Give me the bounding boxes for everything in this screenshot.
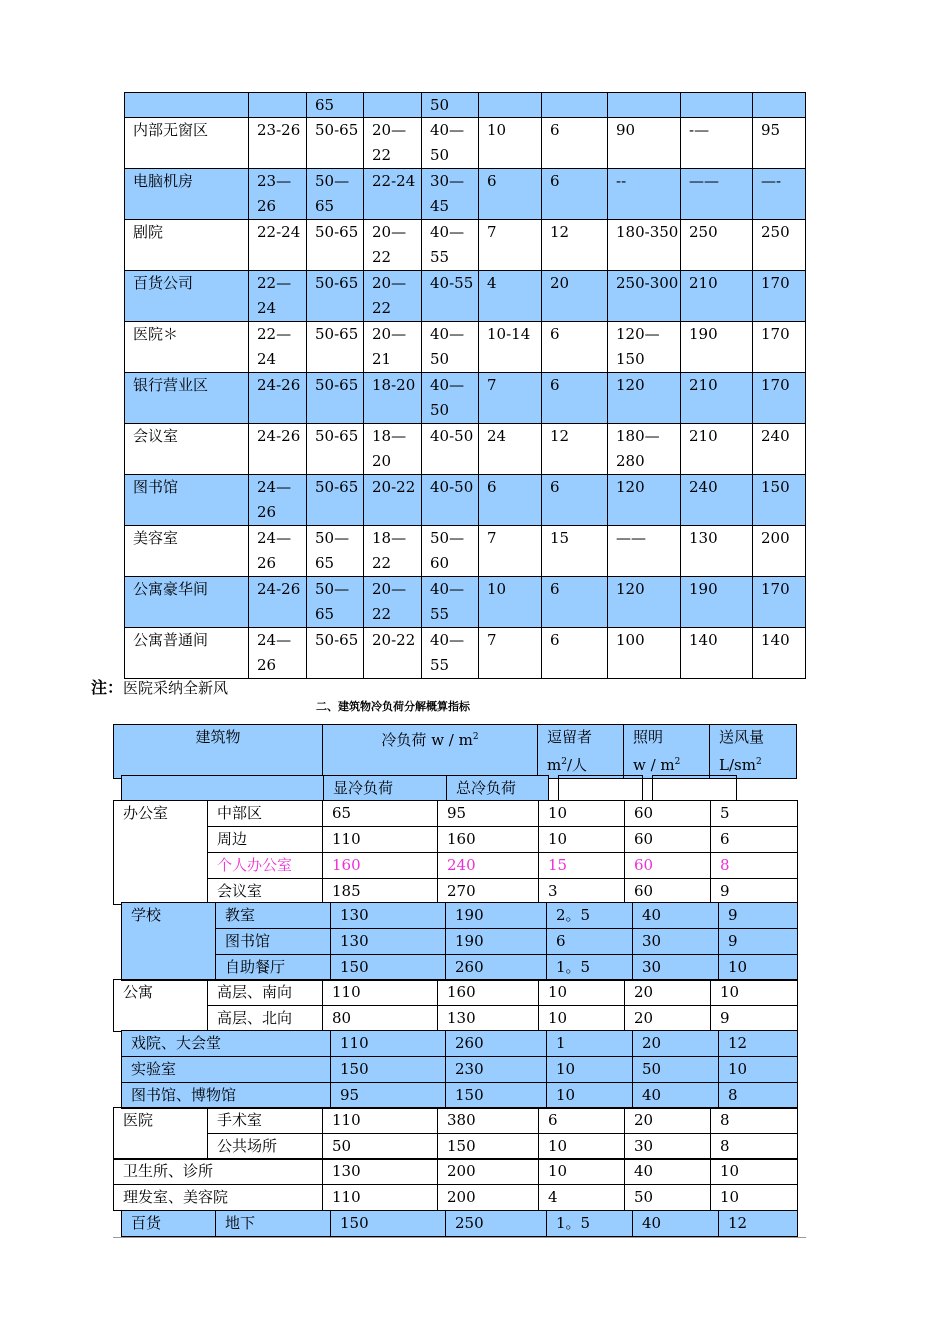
table-cell: 120 <box>608 475 681 526</box>
table-cell: 1。5 <box>547 955 633 981</box>
table-cell: 15 <box>539 853 625 879</box>
subheader-empty-2 <box>653 776 737 801</box>
table-cell: 40—55 <box>422 628 479 679</box>
table-cell: 90 <box>608 118 681 169</box>
table-cell: 5 <box>711 801 798 827</box>
table-cell: 40 <box>633 1210 719 1236</box>
table-cell: 6 <box>479 475 542 526</box>
table-cell: 9 <box>711 879 798 905</box>
table-row <box>122 1057 798 1083</box>
row-label: 医院＊ <box>125 322 249 373</box>
table-cell: 190 <box>446 929 547 955</box>
table-cell: 60 <box>625 853 711 879</box>
table-row <box>122 955 798 981</box>
table-cell: 260 <box>446 955 547 981</box>
table-cell: 9 <box>719 903 798 929</box>
table-cell: 6 <box>539 1108 625 1134</box>
table-cell: 40—55 <box>422 220 479 271</box>
note-text: 医院采纳全新风 <box>123 679 229 697</box>
table-cell: 6 <box>542 475 608 526</box>
table-cell: 10 <box>719 955 798 981</box>
table2-title: 二、建筑物冷负荷分解概算指标 <box>316 700 470 713</box>
table-cell: 3 <box>539 879 625 905</box>
table-cell: 10 <box>539 1006 625 1032</box>
table-cell: 6 <box>547 929 633 955</box>
table-cell: —— <box>608 526 681 577</box>
table-cell: 9 <box>711 1006 798 1032</box>
table-cell <box>249 93 307 118</box>
table-cell: 150 <box>331 1057 446 1083</box>
row-label: 周边 <box>208 827 323 853</box>
table-cell: 10 <box>711 1159 798 1185</box>
table-cell <box>681 93 753 118</box>
table-cell: 6 <box>542 628 608 679</box>
row-label: 图书馆 <box>125 475 249 526</box>
header-occupant: 逗留者 $m^2/$人 <box>538 725 624 779</box>
table-cell: 9 <box>719 929 798 955</box>
table-cell: 40—50 <box>422 322 479 373</box>
row-label: 公寓豪华间 <box>125 577 249 628</box>
table-cell: 4 <box>539 1185 625 1211</box>
table-cell: 65 <box>323 801 438 827</box>
table-cell: 20 <box>625 1108 711 1134</box>
table-cell: 10 <box>711 980 798 1006</box>
table-cell: 120 <box>608 577 681 628</box>
subheader-empty-1 <box>559 776 643 801</box>
cooling-load-subheader <box>121 775 737 801</box>
table-cell: 30 <box>633 955 719 981</box>
table-cell: 22—24 <box>249 322 307 373</box>
table-cell: 10 <box>547 1083 633 1109</box>
table-cell: 24—26 <box>249 628 307 679</box>
table-row <box>114 1006 798 1032</box>
cooling-load-header <box>113 724 797 779</box>
table-cell: 2。5 <box>547 903 633 929</box>
table-cell: 270 <box>438 879 539 905</box>
table-row <box>114 1159 798 1185</box>
table-cell <box>542 93 608 118</box>
table-cell: 12 <box>719 1210 798 1236</box>
table-cell: 65 <box>307 93 364 118</box>
table-cell: 22—24 <box>249 271 307 322</box>
row-label: 电脑机房 <box>125 169 249 220</box>
table-cell: 23-26 <box>249 118 307 169</box>
table-cell: -- <box>608 169 681 220</box>
table-cell: 1。5 <box>547 1210 633 1236</box>
table-cell: 10-14 <box>479 322 542 373</box>
table-cell: 50 <box>625 1185 711 1211</box>
table-cell: 260 <box>446 1031 547 1057</box>
table-cell: 380 <box>438 1108 539 1134</box>
facility-section <box>121 1030 798 1109</box>
table-cell: 240 <box>753 424 806 475</box>
row-label: 图书馆 <box>216 929 331 955</box>
table-cell: 170 <box>753 322 806 373</box>
table-cell: 240 <box>438 853 539 879</box>
table-cell: 50 <box>323 1134 438 1160</box>
table-cell: 24-26 <box>249 424 307 475</box>
table-row <box>125 424 806 475</box>
row-label: 教室 <box>216 903 331 929</box>
table-row <box>114 827 798 853</box>
row-label: 内部无窗区 <box>125 118 249 169</box>
table-cell: 180-350 <box>608 220 681 271</box>
table-cell: 18—22 <box>364 526 422 577</box>
table-cell: 160 <box>438 827 539 853</box>
row-label: 地下 <box>216 1210 331 1236</box>
subheader-sensible: 显冷负荷 <box>324 776 447 801</box>
table-cell: 7 <box>479 628 542 679</box>
row-label: 实验室 <box>122 1057 331 1083</box>
subheader-blank <box>122 776 324 801</box>
table-cell: 8 <box>719 1083 798 1109</box>
row-label: 会议室 <box>125 424 249 475</box>
table-cell: 95 <box>438 801 539 827</box>
store-section <box>121 1210 798 1237</box>
table-cell: 20—21 <box>364 322 422 373</box>
table-cell: 110 <box>323 1185 438 1211</box>
table-cell: 110 <box>323 1108 438 1134</box>
subheader-total: 总冷负荷 <box>447 776 549 801</box>
table-row <box>125 628 806 679</box>
row-label: 百货公司 <box>125 271 249 322</box>
table-cell: 130 <box>331 929 446 955</box>
table-cell: 20 <box>625 980 711 1006</box>
table-cell: 7 <box>479 220 542 271</box>
table-cell: 1 <box>547 1031 633 1057</box>
hospital-section <box>113 1107 798 1160</box>
table-cell: 50-65 <box>307 322 364 373</box>
note-label: 注 <box>91 678 108 697</box>
row-label: 高层、北向 <box>208 1006 323 1032</box>
table-cell: 150 <box>331 1210 446 1236</box>
table-cell: 120—150 <box>608 322 681 373</box>
table-cell: 8 <box>711 853 798 879</box>
table-cell: 130 <box>438 1006 539 1032</box>
table-row <box>125 169 806 220</box>
row-label: 银行营业区 <box>125 373 249 424</box>
table-cell: 160 <box>438 980 539 1006</box>
table-cell: 10 <box>479 118 542 169</box>
table-cell: 140 <box>753 628 806 679</box>
table-row <box>125 322 806 373</box>
table-cell: 40-50 <box>422 475 479 526</box>
table-cell: —- <box>753 169 806 220</box>
table-cell: 190 <box>681 322 753 373</box>
table-cell: 80 <box>323 1006 438 1032</box>
table-row <box>122 1210 798 1236</box>
row-label: 手术室 <box>208 1108 323 1134</box>
table-cell: 230 <box>446 1057 547 1083</box>
table-row <box>114 853 798 879</box>
table-cell: 23—26 <box>249 169 307 220</box>
table-cell: 250 <box>446 1210 547 1236</box>
table-cell: 10 <box>539 1134 625 1160</box>
table-cell: 250 <box>753 220 806 271</box>
table-cell: 40 <box>633 903 719 929</box>
apartment-section <box>113 979 798 1032</box>
table-cell: 185 <box>323 879 438 905</box>
table-cell: 15 <box>542 526 608 577</box>
row-label: 卫生所、诊所 <box>114 1159 323 1185</box>
row-label: 高层、南向 <box>208 980 323 1006</box>
table-cell: 50-65 <box>307 220 364 271</box>
row-label: 剧院 <box>125 220 249 271</box>
table-cell: 6 <box>711 827 798 853</box>
row-label: 中部区 <box>208 801 323 827</box>
table-cell: 50—65 <box>307 526 364 577</box>
table-cell: 20—22 <box>364 271 422 322</box>
table-row <box>114 1134 798 1160</box>
table-cell: 95 <box>753 118 806 169</box>
group-label: 学校 <box>122 903 216 981</box>
table-cell: 240 <box>681 475 753 526</box>
table-cell: 100 <box>608 628 681 679</box>
office-section <box>113 800 798 905</box>
table-cell: 22-24 <box>364 169 422 220</box>
table-cell: 150 <box>331 955 446 981</box>
table-row <box>114 801 798 827</box>
table-cell: 6 <box>542 577 608 628</box>
table-cell: 12 <box>542 220 608 271</box>
table-cell: 6 <box>542 373 608 424</box>
table-cell: 95 <box>331 1083 446 1109</box>
table-cell: 10 <box>539 1159 625 1185</box>
table-row <box>125 475 806 526</box>
table-cell: 50—65 <box>307 577 364 628</box>
table-cell: 10 <box>539 801 625 827</box>
header-air-supply: 送风量 $L/sm^2$ <box>710 725 797 779</box>
table-cell: 22-24 <box>249 220 307 271</box>
table-cell: 6 <box>479 169 542 220</box>
table-cell: 20—22 <box>364 577 422 628</box>
table-cell: 50 <box>633 1057 719 1083</box>
row-label: 会议室 <box>208 879 323 905</box>
table-row <box>114 1108 798 1134</box>
table-cell: 150 <box>438 1134 539 1160</box>
header-lighting: 照明 w / $m^2$ <box>624 725 710 779</box>
group-label: 医院 <box>114 1108 208 1160</box>
table-row <box>125 526 806 577</box>
table-cell: 24 <box>479 424 542 475</box>
table-cell: 180—280 <box>608 424 681 475</box>
table-cell: 40—50 <box>422 118 479 169</box>
table-cell: 210 <box>681 271 753 322</box>
table-cell: 20—22 <box>364 220 422 271</box>
table-cell: -— <box>681 118 753 169</box>
table-cell: 40 <box>625 1159 711 1185</box>
row-label: 理发室、美容院 <box>114 1185 323 1211</box>
table-cell: 200 <box>753 526 806 577</box>
table-cell: 10 <box>479 577 542 628</box>
table-cell: 110 <box>331 1031 446 1057</box>
table-cell: 20-22 <box>364 628 422 679</box>
table-row <box>122 1083 798 1109</box>
note-colon: ： <box>107 678 124 697</box>
table-row <box>125 220 806 271</box>
table-cell: 24—26 <box>249 475 307 526</box>
table-cell: 8 <box>711 1108 798 1134</box>
table-cell: 60 <box>625 827 711 853</box>
table-cell: 18—20 <box>364 424 422 475</box>
table-cell: 210 <box>681 424 753 475</box>
table-cell: 150 <box>446 1083 547 1109</box>
table-row <box>122 903 798 929</box>
table-cell: 7 <box>479 373 542 424</box>
group-label: 百货 <box>122 1210 216 1236</box>
table-cell: 6 <box>542 169 608 220</box>
table-cell: 140 <box>681 628 753 679</box>
table-cell <box>608 93 681 118</box>
table-cell: 7 <box>479 526 542 577</box>
table-row <box>114 879 798 905</box>
table-cell: 10 <box>719 1057 798 1083</box>
row-label: 美容室 <box>125 526 249 577</box>
table-row <box>114 980 798 1006</box>
clinic-section <box>113 1158 798 1211</box>
table-row <box>125 118 806 169</box>
table-cell: 170 <box>753 271 806 322</box>
table-cell: 6 <box>542 322 608 373</box>
table-cell: 4 <box>479 271 542 322</box>
table-cell: 60 <box>625 879 711 905</box>
table-row <box>125 577 806 628</box>
table-cell: 150 <box>753 475 806 526</box>
table-cell: —— <box>681 169 753 220</box>
table-cell: 20 <box>625 1006 711 1032</box>
table-cell: 210 <box>681 373 753 424</box>
table-cell: 120 <box>608 373 681 424</box>
table-cell: 250-300 <box>608 271 681 322</box>
table-cell: 18-20 <box>364 373 422 424</box>
header-building: 建筑物 <box>114 725 323 779</box>
table-cell: 190 <box>681 577 753 628</box>
table-cell: 50-65 <box>307 475 364 526</box>
table-cell: 6 <box>542 118 608 169</box>
table-cell: 12 <box>542 424 608 475</box>
table-cell: 8 <box>711 1134 798 1160</box>
row-label: 个人办公室 <box>208 853 323 879</box>
table-cell: 20 <box>542 271 608 322</box>
table-cell: 200 <box>438 1159 539 1185</box>
table-cell: 40-55 <box>422 271 479 322</box>
table-cell: 130 <box>331 903 446 929</box>
table-cell: 40—50 <box>422 373 479 424</box>
table-cell: 10 <box>711 1185 798 1211</box>
table-row <box>122 1031 798 1057</box>
table-cell: 10 <box>547 1057 633 1083</box>
table-cell: 110 <box>323 980 438 1006</box>
row-label <box>125 93 249 118</box>
row-label: 公寓普通间 <box>125 628 249 679</box>
table-cell: 10 <box>539 980 625 1006</box>
table-cell <box>753 93 806 118</box>
group-label: 办公室 <box>114 801 208 905</box>
table-cell: 20—22 <box>364 118 422 169</box>
table-cell: 40—55 <box>422 577 479 628</box>
table-cell: 50—65 <box>307 169 364 220</box>
table-cell: 130 <box>323 1159 438 1185</box>
table-cell: 50-65 <box>307 118 364 169</box>
table-cell: 170 <box>753 577 806 628</box>
group-label: 公寓 <box>114 980 208 1032</box>
row-label: 公共场所 <box>208 1134 323 1160</box>
row-label: 自助餐厅 <box>216 955 331 981</box>
table-row <box>125 271 806 322</box>
table-cell: 250 <box>681 220 753 271</box>
table-bottom-line <box>113 1237 806 1238</box>
table-cell: 200 <box>438 1185 539 1211</box>
table-cell: 30 <box>625 1134 711 1160</box>
table-cell: 130 <box>681 526 753 577</box>
row-label: 图书馆、博物馆 <box>122 1083 331 1109</box>
table-cell: 50-65 <box>307 373 364 424</box>
table-cell <box>364 93 422 118</box>
table-note <box>91 676 228 700</box>
table-cell: 20-22 <box>364 475 422 526</box>
school-section <box>121 902 798 981</box>
table-cell: 50-65 <box>307 424 364 475</box>
table-cell: 40-50 <box>422 424 479 475</box>
table-row <box>122 929 798 955</box>
table-cell: 60 <box>625 801 711 827</box>
table-row <box>114 1185 798 1211</box>
table-cell: 160 <box>323 853 438 879</box>
table-cell: 50-65 <box>307 271 364 322</box>
table-cell: 170 <box>753 373 806 424</box>
table-row-continued <box>125 93 806 118</box>
table-cell: 20 <box>633 1031 719 1057</box>
table-cell: 24—26 <box>249 526 307 577</box>
table-cell: 110 <box>323 827 438 853</box>
table-cell: 40 <box>633 1083 719 1109</box>
header-cooling-load: 冷负荷 w / $m^2$ <box>323 725 538 779</box>
table-cell: 190 <box>446 903 547 929</box>
table-cell: 10 <box>539 827 625 853</box>
table-cell: 30—45 <box>422 169 479 220</box>
table-cell: 50—60 <box>422 526 479 577</box>
table-cell <box>479 93 542 118</box>
table-cell: 50 <box>422 93 479 118</box>
table-cell: 24-26 <box>249 373 307 424</box>
row-label: 戏院、大会堂 <box>122 1031 331 1057</box>
table-cell: 24-26 <box>249 577 307 628</box>
table-row <box>125 373 806 424</box>
table-cell: 30 <box>633 929 719 955</box>
table-cell: 50-65 <box>307 628 364 679</box>
indoor-design-table <box>124 92 806 679</box>
table-cell: 12 <box>719 1031 798 1057</box>
